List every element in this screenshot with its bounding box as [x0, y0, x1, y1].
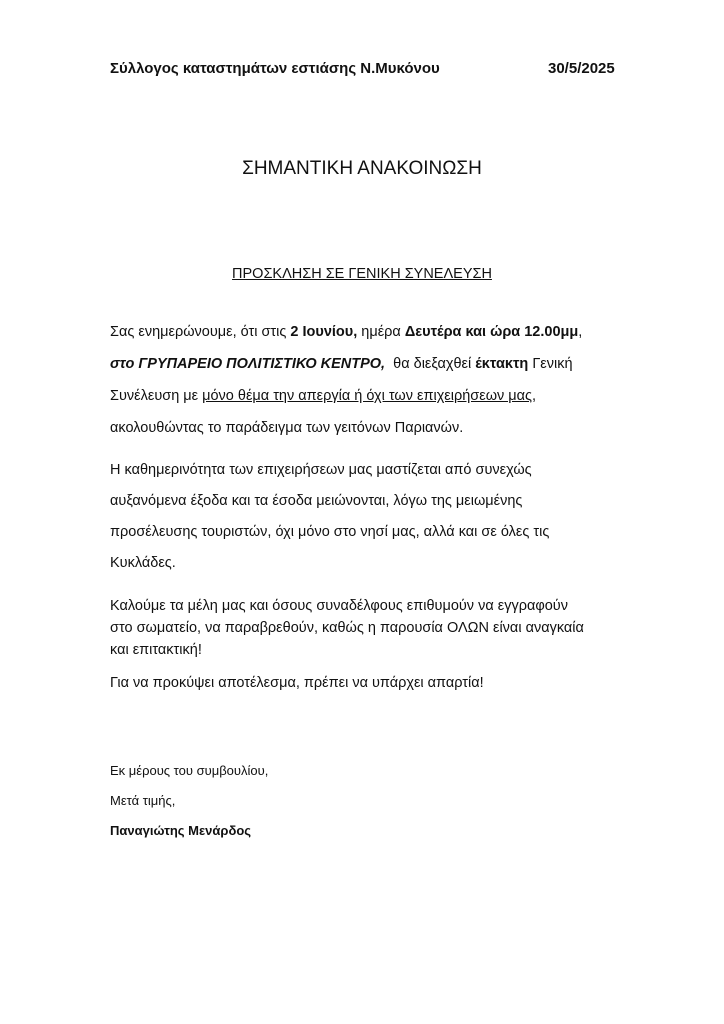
signature-line: Μετά τιμής, — [110, 793, 176, 808]
text-line: στο ΓΡΥΠΑΡΕΙΟ ΠΟΛΙΤΙΣΤΙΚΟ ΚΕΝΤΡΟ, θα διεξαχθεί έκτακτη Γενική — [110, 356, 573, 372]
signature-line: Εκ μέρους του συμβουλίου, — [110, 763, 269, 778]
text-line: Συνέλευση με μόνο θέμα την απεργία ή όχι των επιχειρήσεων μας, — [110, 388, 537, 404]
text-line: ακολουθώντας το παράδειγμα των γειτόνων Παριανών. — [110, 420, 464, 436]
text-line: προσέλευσης τουριστών, όχι μόνο στο νησί μας, αλλά και σε όλες τις — [110, 524, 550, 540]
text-line: Κυκλάδες. — [110, 555, 176, 571]
text-line: Καλούμε τα μέλη μας και όσους συναδέλφους επιθυμούν να εγγραφούν — [110, 598, 568, 614]
document-date: 30/5/2025 — [548, 60, 615, 77]
text-line: στο σωματείο, να παραβρεθούν, καθώς η παρουσία ΟΛΩΝ είναι αναγκαία — [110, 620, 584, 636]
text-line: Η καθημερινότητα των επιχειρήσεων μας μαστίζεται από συνεχώς — [110, 462, 532, 478]
page-title: ΣΗΜΑΝΤΙΚΗ ΑΝΑΚΟΙΝΩΣΗ — [242, 158, 482, 179]
organization-name: Σύλλογος καταστημάτων εστιάσης Ν.Μυκόνου — [110, 60, 440, 77]
text-line: Σας ενημερώνουμε, ότι στις 2 Ιουνίου, ημέρα Δευτέρα και ώρα 12.00μμ, — [110, 324, 583, 340]
text-line: αυξανόμενα έξοδα και τα έσοδα μειώνονται, λόγω της μειωμένης — [110, 493, 523, 509]
signature-name: Παναγιώτης Μενάρδος — [110, 823, 252, 838]
text-line: και επιτακτική! — [110, 642, 202, 658]
page-subtitle: ΠΡΟΣΚΛΗΣΗ ΣΕ ΓΕΝΙΚΗ ΣΥΝΕΛΕΥΣΗ — [232, 266, 492, 282]
paragraph-quorum: Για να προκύψει αποτέλεσμα, πρέπει να υπάρχει απαρτία! — [110, 675, 484, 691]
